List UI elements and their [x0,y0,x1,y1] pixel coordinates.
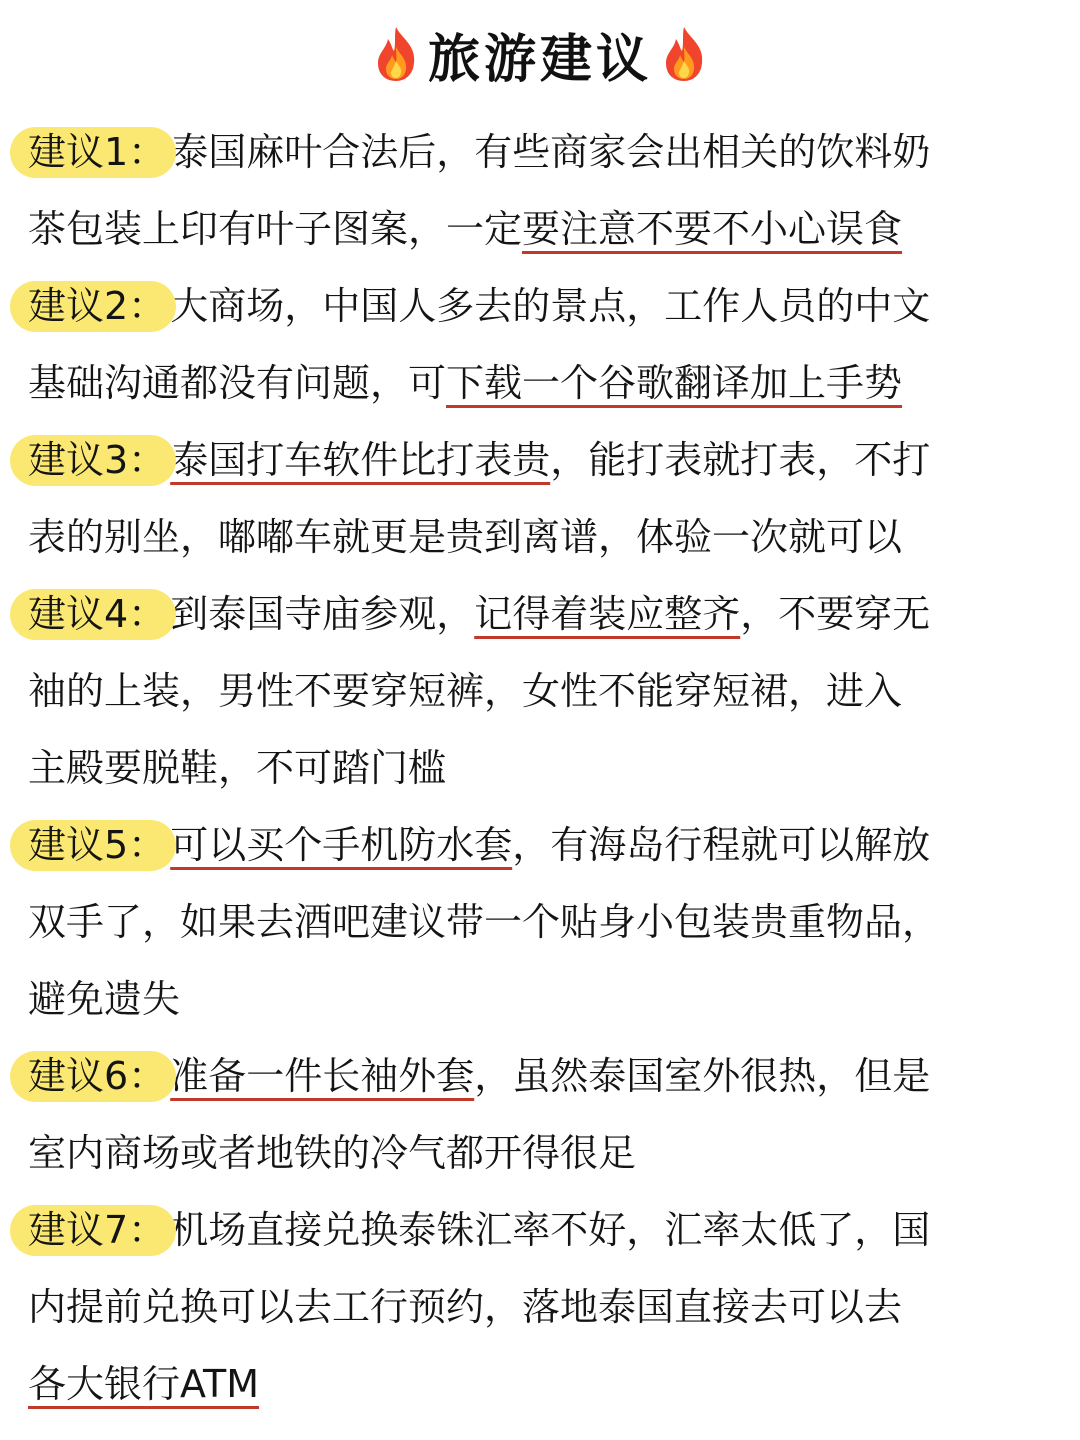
tip-item-6 [28,1038,1068,1192]
tip-key-point: 记得着装应整齐 [474,592,741,636]
tip-line [28,1346,1068,1423]
tip-key-point: 要注意不要不小心误食 [522,207,903,251]
tip-line [28,1038,1068,1115]
fire-icon [372,25,420,83]
tip-label: 建议2： [28,268,170,345]
tip-text: 袖的上装，男性不要穿短裤，女性不能穿短裙，进入 [28,669,903,713]
tip-line [28,114,1068,191]
tip-key-point: 各大银行ATM [28,1362,260,1406]
tip-line [28,1269,1068,1346]
tip-text: 大商场，中国人多去的景点，工作人员的中文 [170,284,931,328]
tips-list [28,114,1068,1423]
tip-text: ，能打表就打表，不打 [550,438,931,482]
tip-text: 泰国麻叶合法后，有些商家会出相关的饮料奶 [170,130,931,174]
tip-item-5 [28,807,1068,1038]
tip-text: 主殿要脱鞋，不可踏门槛 [28,746,447,790]
tip-line [28,1115,1068,1192]
tip-label: 建议1： [28,114,170,191]
tip-key-point: 可以买个手机防水套 [170,823,513,867]
tip-line [28,576,1068,653]
tip-line [28,268,1068,345]
tip-key-point: 准备一件长袖外套 [170,1054,475,1098]
tip-text: ，虽然泰国室外很热，但是 [474,1054,931,1098]
fire-icon [660,25,708,83]
tip-text: 表的别坐，嘟嘟车就更是贵到离谱，体验一次就可以 [28,515,903,559]
tip-text: 双手了，如果去酒吧建议带一个贴身小包装贵重物品， [28,900,941,944]
tip-item-3 [28,422,1068,576]
tip-text: 机场直接兑换泰铢汇率不好，汇率太低了，国 [170,1208,931,1252]
tip-item-4 [28,576,1068,807]
tip-key-point: 下载一个谷歌翻译加上手势 [446,361,903,405]
tip-text: 茶包装上印有叶子图案，一定 [28,207,523,251]
tip-label: 建议3： [28,422,170,499]
title-text: 旅游建议 [427,29,652,90]
tip-line [28,1192,1068,1269]
tip-item-2 [28,268,1068,422]
tip-line [28,961,1068,1038]
tip-line [28,807,1068,884]
tip-line [28,884,1068,961]
tip-text: ，不要穿无 [740,592,931,636]
tip-line [28,345,1068,422]
tip-text: 内提前兑换可以去工行预约，落地泰国直接去可以去 [28,1285,903,1329]
tip-text: 室内商场或者地铁的冷气都开得很足 [28,1131,637,1175]
tip-text: 避免遗失 [28,977,181,1021]
tip-line [28,730,1068,807]
tip-key-point: 泰国打车软件比打表贵 [170,438,551,482]
tip-label: 建议4： [28,576,170,653]
tip-line [28,653,1068,730]
tip-text: 基础沟通都没有问题，可 [28,361,447,405]
tip-label: 建议7： [28,1192,170,1269]
tip-item-1 [28,114,1068,268]
tip-line [28,499,1068,576]
tip-line [28,191,1068,268]
tip-line [28,422,1068,499]
tip-label: 建议6： [28,1038,170,1115]
tip-label: 建议5： [28,807,170,884]
tip-text: 到泰国寺庙参观， [170,592,475,636]
page-title [0,14,1080,94]
tip-item-7 [28,1192,1068,1423]
tip-text: ，有海岛行程就可以解放 [512,823,931,867]
